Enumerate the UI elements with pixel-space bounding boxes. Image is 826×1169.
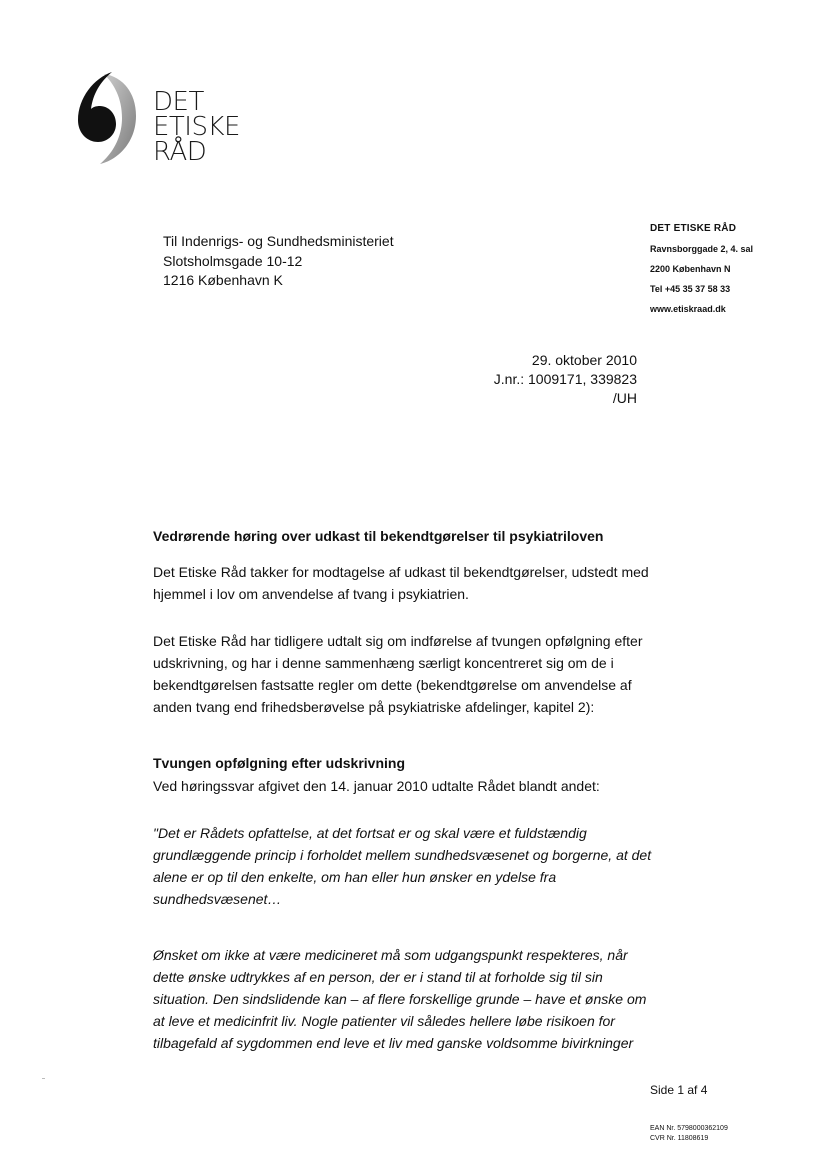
logo-line-2: ETISKE	[153, 112, 240, 142]
logo-line-3: RÅD	[153, 137, 207, 167]
recipient-line-3: 1216 København K	[163, 272, 283, 288]
date-block	[494, 351, 637, 408]
page-number: Side 1 af 4	[650, 1083, 708, 1097]
ean-number: EAN Nr. 5798000362109	[650, 1125, 728, 1132]
sender-name: DET ETISKE RÅD	[650, 223, 737, 234]
registration-numbers	[650, 1124, 728, 1144]
paragraph-2: Det Etiske Råd har tidligere udtalt sig om indførelse af tvungen opfølgning efter udskrivning, og har i denne sammenhæng særligt koncentreret sig om de i bekendtgørelsen fastsatte regler om dette (bekendtgørelse om anvendelse af anden tvang end frihedsberøvelse på psykiatriske afdelinger, kapitel 2):	[153, 633, 643, 715]
section-heading: Tvungen opfølgning efter udskrivning	[153, 755, 405, 771]
sender-phone: Tel +45 35 37 58 33	[650, 284, 731, 294]
letter-date: 29. oktober 2010	[531, 352, 637, 368]
sender-web-link[interactable]: www.etiskraad.dk	[650, 304, 726, 314]
logo-line-1: DET	[153, 87, 204, 117]
paragraph-1: Det Etiske Råd takker for modtagelse af udkast til bekendtgørelser, udstedt med hjemmel i lov om anvendelse af tvang i psykiatrien.	[153, 564, 649, 602]
quote-paragraph-1: "Det er Rådets opfattelse, at det fortsat er og skal være et fuldstændig grundlæggende princip i forholdet mellem sundhedsvæsenet og borgerne, at det alene er op til den enkelte, om han eller hun ønsker en ydelse fra sundhedsvæsenet…	[153, 825, 652, 907]
cvr-number: CVR Nr. 11808619	[650, 1135, 709, 1142]
letter-subject: Vedrørende høring over udkast til bekendtgørelser til psykiatriloven	[153, 528, 604, 544]
quote-paragraph-2: Ønsket om ikke at være medicineret må som udgangspunkt respekteres, når dette ønske udtrykkes af en person, der er i stand til at forholde sig til sin situation. Den sindslidende kan – af flere forskellige grunde – have et ønske om at leve et medicinfrit liv. Nogle patienter vil således hellere løbe risikoen for tilbagefald af sygdommen end leve et liv med ganske voldsomme bivirkninger	[153, 947, 647, 1051]
recipient-address	[163, 232, 394, 291]
scan-artifact	[42, 1078, 45, 1079]
paragraph-3: Ved høringssvar afgivet den 14. januar 2010 udtalte Rådet blandt andet:	[153, 778, 600, 794]
organization-logo-icon	[74, 68, 144, 168]
author-initials: /UH	[612, 390, 637, 406]
organization-wordmark	[153, 87, 240, 167]
sender-address: Ravnsborggade 2, 4. sal	[650, 244, 754, 254]
recipient-line-1: Til Indenrigs- og Sundhedsministeriet	[163, 233, 394, 249]
recipient-line-2: Slotsholmsgade 10-12	[163, 252, 303, 269]
sender-block	[650, 219, 753, 319]
sender-city: 2200 København N	[650, 264, 731, 274]
journal-number: J.nr.: 1009171, 339823	[493, 371, 637, 387]
